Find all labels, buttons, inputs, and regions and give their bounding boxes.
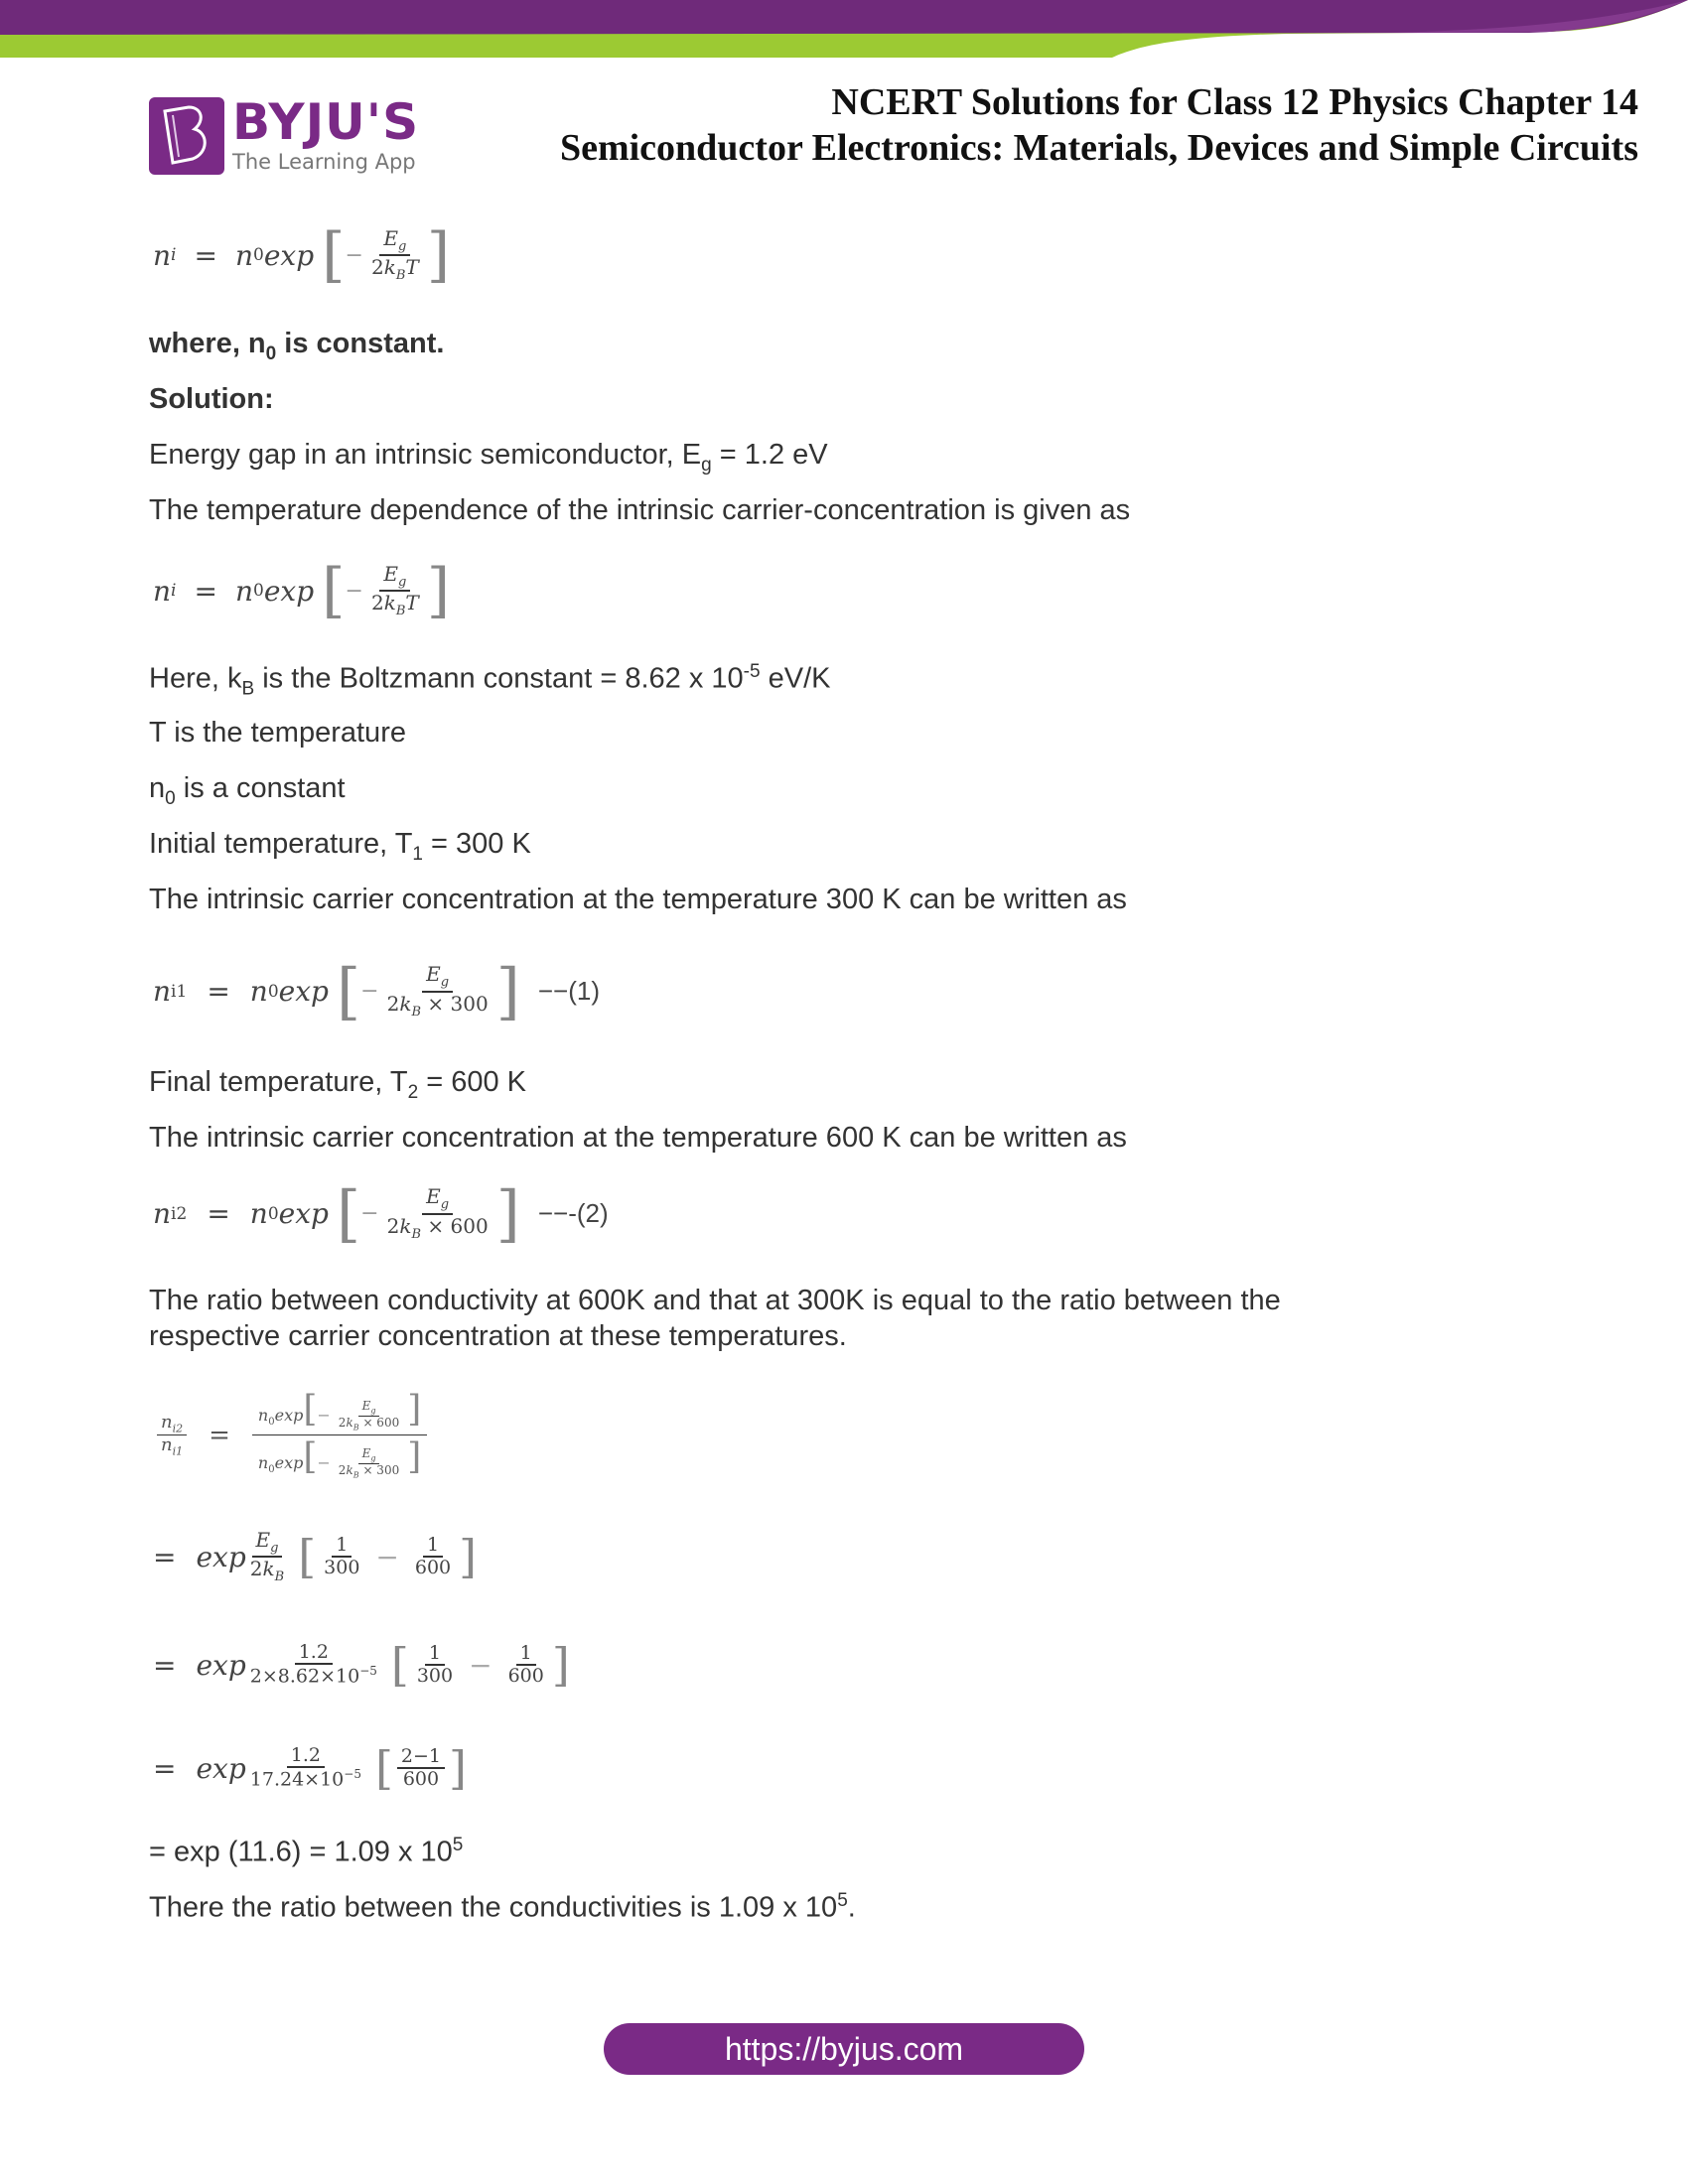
step-2-equation: = exp $\frac{1.2}{2\times 8.62\times 10^{-5}}$ [ $\frac{1}{300}$ − $\frac{1}{600}$ ] xyxy=(153,1638,570,1692)
boltzmann-constant-text: Here, $k_B$ is the Boltzmann constant = 8.62 x $10^{-5}$ eV/K xyxy=(149,661,831,700)
logo-brand: BYJU'S xyxy=(232,93,420,151)
n0-definition: $n_0$ is a constant xyxy=(149,772,346,809)
equation-2: n i2 = n 0 exp [ − $\frac{E_g}{2k_B \times 600}$ ] −−-(2) xyxy=(153,1177,609,1250)
page-title xyxy=(560,79,1638,171)
step-3-equation: = exp $\frac{1.2}{17.24\times 10^{-5}}$ [ $\frac{2-1}{600}$ ] xyxy=(153,1741,467,1795)
temperature-dependence-text: The temperature dependence of the intrinsic carrier-concentration is given as xyxy=(149,494,1131,526)
byjus-b-logo-icon xyxy=(149,97,224,175)
ratio-equation: $\frac{n_{i2}}{n_{i1}}$ = $n_0\exp[-$ $\frac{E_g}{2k_B \times 600}$ ] $n_0\exp[-$ $\frac{E_g}{2k_B \times 300}$ ] xyxy=(153,1388,431,1482)
equation-intrinsic-concentration-repeat: n i = n 0 exp [ − $\frac{E_g}{2k_BT}$ ] xyxy=(153,556,451,625)
equation-1: n i1 = n 0 exp [ − $\frac{E_g}{2k_B \times 300}$ ] −−(1) xyxy=(153,955,601,1027)
title-line-1: NCERT Solutions for Class 12 Physics Chapter 14 xyxy=(831,81,1638,123)
ratio-explanation-line-2: respective carrier concentration at these temperatures. xyxy=(149,1320,847,1352)
initial-temperature: Initial temperature, $T_1 = 300$ K xyxy=(149,828,531,865)
concentration-300k-text: The intrinsic carrier concentration at the temperature 300 K can be written as xyxy=(149,884,1127,915)
constant-note: where, $n_0$ is constant. xyxy=(149,328,445,364)
solution-heading: Solution: xyxy=(149,383,274,415)
title-line-2: Semiconductor Electronics: Materials, Devices and Simple Circuits xyxy=(559,127,1638,169)
logo-tagline: The Learning App xyxy=(232,150,416,174)
conclusion-text: There the ratio between the conductivities is 1.09 x $10^5$. xyxy=(149,1890,856,1924)
step-1-equation: = exp $\frac{E_g}{2k_B}$ [ $\frac{1}{300}$ − $\frac{1}{600}$ ] xyxy=(153,1528,478,1585)
header-banner xyxy=(0,0,1688,62)
footer-url[interactable]: https://byjus.com xyxy=(724,2030,964,2067)
ratio-explanation-line-1: The ratio between conductivity at 600K and that at 300K is equal to the ratio between the xyxy=(149,1285,1281,1316)
byjus-website-link[interactable] xyxy=(604,2023,1084,2075)
equation-1-tag: −−(1) xyxy=(537,976,601,1006)
concentration-600k-text: The intrinsic carrier concentration at the temperature 600 K can be written as xyxy=(149,1122,1127,1154)
equation-2-tag: −−-(2) xyxy=(537,1198,609,1228)
final-temperature: Final temperature, $T_2 = 600$ K xyxy=(149,1066,526,1103)
energy-gap-text: Energy gap in an intrinsic semiconductor, $E_g = 1.2$ eV xyxy=(149,439,828,476)
temperature-definition: T is the temperature xyxy=(149,717,406,749)
byjus-logo[interactable] xyxy=(149,93,420,175)
result-value: = exp (11.6) = 1.09 x $10^5$ xyxy=(149,1835,464,1868)
equation-intrinsic-concentration: n i = n 0 exp [ − $\frac{E_g}{2k_BT}$ ] xyxy=(153,220,451,290)
